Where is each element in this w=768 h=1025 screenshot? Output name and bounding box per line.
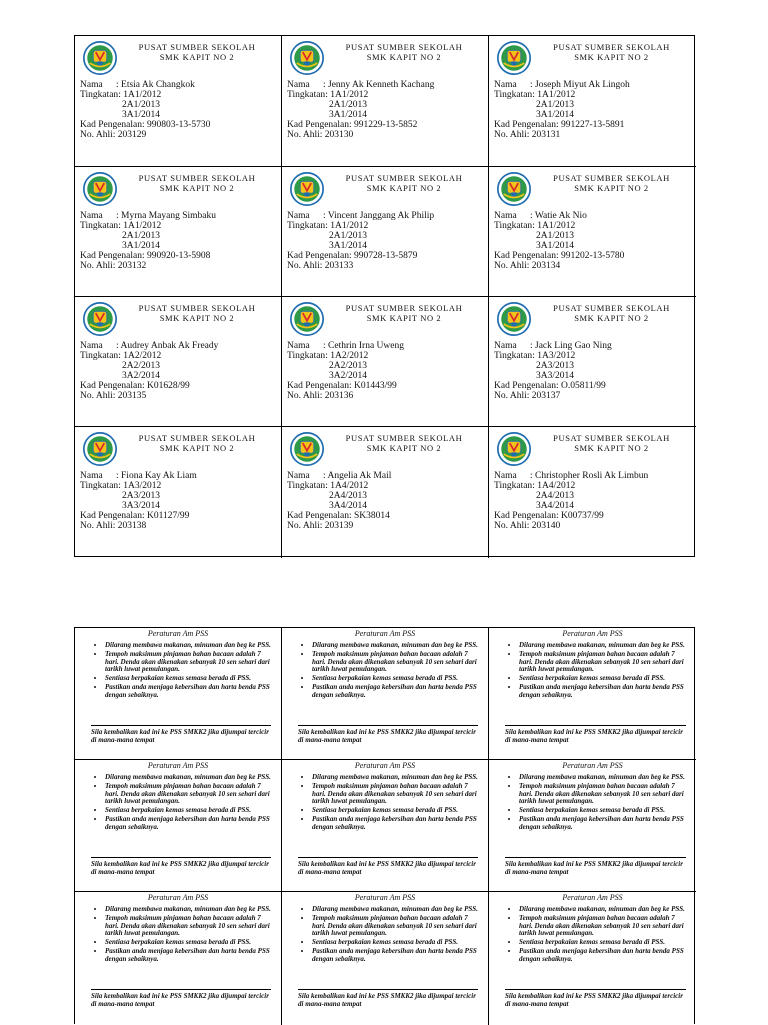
rule-item: • Sentiasa berpakaian kemas semasa berada di PSS. — [105, 675, 275, 683]
rules-card — [75, 892, 282, 1025]
kad-pengenalan: K00737/99 — [561, 511, 604, 521]
rule-item: • Pastikan anda menjaga kebersihan dan harta benda PSS dengan sebaiknya. — [105, 816, 275, 832]
label-kad: Kad Pengenalan: — [494, 381, 559, 391]
rules-title: Peraturan Am PSS — [354, 761, 416, 770]
rule-item: • Sentiasa berpakaian kemas semasa berada di PSS. — [519, 807, 690, 815]
school-logo-icon — [497, 172, 531, 206]
label-tingkatan: Tingkatan — [287, 351, 326, 361]
rules-title: Peraturan Am PSS — [562, 761, 623, 770]
card-info: Nama : Cethrin Irna Uweng Tingkatan: 1A2/2012 2A2/2013 3A2/2014 Kad Pengenalan: K01443/99 No. Ahli: 203136 — [287, 341, 485, 401]
rule-item: • Dilarang membawa makanan, minuman dan beg ke PSS. — [105, 642, 275, 650]
label-tingkatan: Tingkatan — [287, 221, 326, 231]
card-info: Nama : Jack Ling Gao Ning Tingkatan: 1A3/2012 2A3/2013 3A3/2014 Kad Pengenalan: O.05811/99 No. Ahli: 203137 — [494, 341, 693, 401]
card-info: Nama : Etsia Ak Changkok Tingkatan: 1A1/2012 2A1/2013 3A1/2014 Kad Pengenalan: 990803-13-5730 No. Ahli: 203129 — [80, 80, 278, 140]
tingkatan-1: 1A4/2012 — [537, 481, 576, 491]
header-line2: SMK KAPIT NO 2 — [159, 52, 235, 62]
member-name: Cethrin Irna Uweng — [328, 341, 404, 351]
tingkatan-2: 2A3/2013 — [122, 491, 160, 501]
label-ahli: No. Ahli: — [287, 130, 323, 140]
school-logo-icon — [290, 41, 324, 75]
rules-title: Peraturan Am PSS — [147, 893, 209, 902]
member-card — [282, 297, 489, 427]
header-line1: PUSAT SUMBER SEKOLAH — [138, 303, 256, 313]
school-logo-icon — [83, 432, 117, 466]
kad-pengenalan: K01443/99 — [354, 381, 397, 391]
label-ahli: No. Ahli: — [80, 130, 116, 140]
return-notice: Sila kembalikan kad ini ke PSS SMKK2 jika dijumpai tercicir di mana-mana tempat — [91, 725, 271, 744]
rules-list — [519, 906, 690, 964]
member-card — [282, 427, 489, 558]
label-kad: Kad Pengenalan: — [494, 120, 559, 130]
rules-card — [75, 628, 282, 760]
tingkatan-1: 1A1/2012 — [330, 90, 369, 100]
return-notice: Sila kembalikan kad ini ke PSS SMKK2 jika dijumpai tercicir di mana-mana tempat — [298, 725, 478, 744]
tingkatan-2: 2A4/2013 — [536, 491, 574, 501]
rule-item: • Dilarang membawa makanan, minuman dan beg ke PSS. — [312, 906, 482, 914]
header-line1: PUSAT SUMBER SEKOLAH — [138, 42, 256, 52]
tingkatan-1: 1A1/2012 — [123, 90, 162, 100]
rule-item: • Sentiasa berpakaian kemas semasa berada di PSS. — [519, 675, 690, 683]
label-nama: Nama — [80, 211, 103, 221]
member-name: Audrey Anbak Ak Fready — [120, 341, 219, 351]
member-card — [75, 167, 282, 297]
tingkatan-2: 2A1/2013 — [122, 231, 160, 241]
tingkatan-1: 1A4/2012 — [330, 481, 369, 491]
tingkatan-3: 3A1/2014 — [536, 110, 574, 120]
header-line1: PUSAT SUMBER SEKOLAH — [345, 303, 463, 313]
label-nama: Nama — [494, 80, 517, 90]
tingkatan-1: 1A2/2012 — [330, 351, 369, 361]
rules-list — [312, 774, 482, 832]
rule-item: • Sentiasa berpakaian kemas semasa berada di PSS. — [312, 807, 482, 815]
label-nama: Nama — [80, 471, 103, 481]
header-line1: PUSAT SUMBER SEKOLAH — [345, 433, 463, 443]
label-nama: Nama — [494, 471, 517, 481]
rule-item: • Tempoh maksimum pinjaman bahan bacaan adalah 7 hari. Denda akan dikenakan sebanyak 10 sen sehari dari tarikh luwat pemulangan. — [105, 783, 275, 806]
return-notice: Sila kembalikan kad ini ke PSS SMKK2 jika dijumpai tercicir di mana-mana tempat — [505, 989, 686, 1008]
rule-item: • Tempoh maksimum pinjaman bahan bacaan adalah 7 hari. Denda akan dikenakan sebanyak 10 sen sehari dari tarikh luwat pemulangan. — [519, 783, 690, 806]
kad-pengenalan: 990920-13-5908 — [147, 251, 211, 261]
rule-item: • Dilarang membawa makanan, minuman dan beg ke PSS. — [105, 774, 275, 782]
label-kad: Kad Pengenalan: — [80, 251, 145, 261]
card-info: Nama : Audrey Anbak Ak Fready Tingkatan: 1A2/2012 2A2/2013 3A2/2014 Kad Pengenalan: K01628/99 No. Ahli: 203135 — [80, 341, 278, 401]
rules-list — [105, 774, 275, 832]
card-header — [531, 433, 692, 453]
member-name: Vincent Janggang Ak Philip — [327, 211, 435, 221]
tingkatan-3: 3A1/2014 — [329, 110, 367, 120]
header-line2: SMK KAPIT NO 2 — [366, 313, 442, 323]
kad-pengenalan: O.05811/99 — [561, 381, 606, 391]
label-tingkatan: Tingkatan — [287, 481, 326, 491]
rule-item: • Tempoh maksimum pinjaman bahan bacaan adalah 7 hari. Denda akan dikenakan sebanyak 10 sen sehari dari tarikh luwat pemulangan. — [312, 915, 482, 938]
school-logo-icon — [290, 302, 324, 336]
kad-pengenalan: 991229-13-5852 — [354, 120, 418, 130]
label-tingkatan: Tingkatan — [287, 90, 326, 100]
card-header — [324, 303, 484, 323]
label-tingkatan: Tingkatan — [80, 351, 119, 361]
rule-item: • Tempoh maksimum pinjaman bahan bacaan adalah 7 hari. Denda akan dikenakan sebanyak 10 sen sehari dari tarikh luwat pemulangan. — [105, 915, 275, 938]
return-notice: Sila kembalikan kad ini ke PSS SMKK2 jika dijumpai tercicir di mana-mana tempat — [298, 989, 478, 1008]
header-line2: SMK KAPIT NO 2 — [574, 52, 649, 62]
rule-item: • Pastikan anda menjaga kebersihan dan harta benda PSS dengan sebaiknya. — [105, 948, 275, 964]
return-notice: Sila kembalikan kad ini ke PSS SMKK2 jika dijumpai tercicir di mana-mana tempat — [298, 857, 478, 876]
tingkatan-2: 2A1/2013 — [536, 100, 574, 110]
rules-card — [282, 628, 489, 760]
no-ahli: 203135 — [117, 391, 147, 401]
tingkatan-3: 3A1/2014 — [122, 110, 160, 120]
rules-list — [519, 774, 690, 832]
card-header — [117, 433, 277, 453]
tingkatan-3: 3A4/2014 — [329, 501, 367, 511]
label-kad: Kad Pengenalan: — [80, 511, 145, 521]
rules-card — [282, 760, 489, 892]
tingkatan-3: 3A1/2014 — [122, 241, 160, 251]
tingkatan-1: 1A1/2012 — [537, 221, 576, 231]
card-header — [531, 173, 692, 193]
tingkatan-2: 2A4/2013 — [329, 491, 367, 501]
rules-card — [75, 760, 282, 892]
rule-item: • Sentiasa berpakaian kemas semasa berada di PSS. — [519, 939, 690, 947]
card-header — [117, 303, 277, 323]
card-info: Nama : Angelia Ak Mail Tingkatan: 1A4/2012 2A4/2013 3A4/2014 Kad Pengenalan: SK38014 No. Ahli: 203139 — [287, 471, 485, 531]
school-logo-icon — [497, 41, 531, 75]
member-card — [282, 167, 489, 297]
tingkatan-2: 2A2/2013 — [122, 361, 160, 371]
tingkatan-3: 3A2/2014 — [122, 371, 160, 381]
label-ahli: No. Ahli: — [494, 521, 530, 531]
rule-item: • Tempoh maksimum pinjaman bahan bacaan adalah 7 hari. Denda akan dikenakan sebanyak 10 sen sehari dari tarikh luwat pemulangan. — [519, 651, 690, 674]
member-name: Fiona Kay Ak Liam — [121, 471, 197, 481]
member-name: Joseph Miyut Ak Lingoh — [535, 80, 630, 90]
school-logo-icon — [83, 172, 117, 206]
return-notice: Sila kembalikan kad ini ke PSS SMKK2 jika dijumpai tercicir di mana-mana tempat — [91, 857, 271, 876]
header-line2: SMK KAPIT NO 2 — [574, 313, 649, 323]
member-name: Myrna Mayang Simbaku — [121, 211, 217, 221]
tingkatan-3: 3A2/2014 — [329, 371, 367, 381]
header-line1: PUSAT SUMBER SEKOLAH — [553, 42, 670, 52]
card-info: Nama : Myrna Mayang Simbaku Tingkatan: 1A1/2012 2A1/2013 3A1/2014 Kad Pengenalan: 990920-13-5908 No. Ahli: 203132 — [80, 211, 278, 271]
rule-item: • Tempoh maksimum pinjaman bahan bacaan adalah 7 hari. Denda akan dikenakan sebanyak 10 sen sehari dari tarikh luwat pemulangan. — [105, 651, 275, 674]
label-nama: Nama — [494, 211, 517, 221]
label-kad: Kad Pengenalan: — [287, 511, 352, 521]
tingkatan-1: 1A1/2012 — [330, 221, 369, 231]
school-logo-icon — [290, 172, 324, 206]
card-info: Nama : Christopher Rosli Ak Limbun Tingkatan: 1A4/2012 2A4/2013 3A4/2014 Kad Pengenalan: K00737/99 No. Ahli: 203140 — [494, 471, 693, 531]
label-kad: Kad Pengenalan: — [80, 120, 145, 130]
tingkatan-1: 1A2/2012 — [123, 351, 162, 361]
school-logo-icon — [497, 302, 531, 336]
label-nama: Nama — [80, 341, 103, 351]
rule-item: • Pastikan anda menjaga kebersihan dan harta benda PSS dengan sebaiknya. — [312, 948, 482, 964]
member-card — [75, 427, 282, 558]
card-info: Nama : Jenny Ak Kenneth Kachang Tingkatan: 1A1/2012 2A1/2013 3A1/2014 Kad Pengenalan: 991229-13-5852 No. Ahli: 203130 — [287, 80, 485, 140]
header-line2: SMK KAPIT NO 2 — [159, 183, 235, 193]
rules-card — [489, 628, 696, 760]
header-line1: PUSAT SUMBER SEKOLAH — [138, 433, 256, 443]
no-ahli: 203139 — [324, 521, 354, 531]
card-header — [531, 303, 692, 323]
rule-item: • Sentiasa berpakaian kemas semasa berada di PSS. — [105, 939, 275, 947]
tingkatan-2: 2A1/2013 — [536, 231, 574, 241]
member-name: Angelia Ak Mail — [327, 471, 392, 481]
card-header — [324, 173, 484, 193]
label-kad: Kad Pengenalan: — [287, 120, 352, 130]
rules-title: Peraturan Am PSS — [562, 629, 623, 638]
rule-item: • Sentiasa berpakaian kemas semasa berada di PSS. — [312, 939, 482, 947]
header-line1: PUSAT SUMBER SEKOLAH — [345, 42, 463, 52]
no-ahli: 203136 — [324, 391, 354, 401]
tingkatan-2: 2A3/2013 — [536, 361, 574, 371]
header-line2: SMK KAPIT NO 2 — [366, 52, 442, 62]
header-line2: SMK KAPIT NO 2 — [574, 443, 649, 453]
tingkatan-3: 3A1/2014 — [329, 241, 367, 251]
rules-title: Peraturan Am PSS — [147, 761, 209, 770]
no-ahli: 203129 — [117, 130, 147, 140]
tingkatan-1: 1A1/2012 — [123, 221, 162, 231]
rules-list — [312, 906, 482, 964]
card-header — [324, 433, 484, 453]
label-ahli: No. Ahli: — [80, 261, 116, 271]
member-cards-front — [74, 35, 695, 557]
label-nama: Nama — [287, 341, 310, 351]
tingkatan-2: 2A2/2013 — [329, 361, 367, 371]
label-tingkatan: Tingkatan — [494, 221, 533, 231]
school-logo-icon — [83, 302, 117, 336]
label-kad: Kad Pengenalan: — [80, 381, 145, 391]
tingkatan-2: 2A1/2013 — [329, 231, 367, 241]
member-name: Etsia Ak Changkok — [121, 80, 195, 90]
rule-item: • Dilarang membawa makanan, minuman dan beg ke PSS. — [105, 906, 275, 914]
rules-list — [105, 906, 275, 964]
member-card — [282, 36, 489, 167]
header-line2: SMK KAPIT NO 2 — [159, 443, 235, 453]
kad-pengenalan: K01127/99 — [147, 511, 190, 521]
label-ahli: No. Ahli: — [80, 391, 116, 401]
no-ahli: 203140 — [531, 521, 561, 531]
rules-title: Peraturan Am PSS — [354, 893, 416, 902]
label-kad: Kad Pengenalan: — [287, 251, 352, 261]
no-ahli: 203137 — [531, 391, 561, 401]
member-name: Watie Ak Nio — [534, 211, 587, 221]
label-nama: Nama — [287, 211, 310, 221]
label-ahli: No. Ahli: — [287, 391, 323, 401]
kad-pengenalan: 990728-13-5879 — [354, 251, 418, 261]
rules-list — [519, 642, 690, 700]
rule-item: • Sentiasa berpakaian kemas semasa berada di PSS. — [105, 807, 275, 815]
member-name: Christopher Rosli Ak Limbun — [535, 471, 649, 481]
label-ahli: No. Ahli: — [287, 521, 323, 531]
card-header — [531, 42, 692, 62]
rule-item: • Dilarang membawa makanan, minuman dan beg ke PSS. — [312, 642, 482, 650]
tingkatan-1: 1A1/2012 — [537, 90, 576, 100]
rules-list — [312, 642, 482, 700]
card-info: Nama : Joseph Miyut Ak Lingoh Tingkatan: 1A1/2012 2A1/2013 3A1/2014 Kad Pengenalan: 991227-13-5891 No. Ahli: 203131 — [494, 80, 693, 140]
rule-item: • Tempoh maksimum pinjaman bahan bacaan adalah 7 hari. Denda akan dikenakan sebanyak 10 sen sehari dari tarikh luwat pemulangan. — [312, 783, 482, 806]
member-card — [489, 297, 696, 427]
rule-item: • Tempoh maksimum pinjaman bahan bacaan adalah 7 hari. Denda akan dikenakan sebanyak 10 sen sehari dari tarikh luwat pemulangan. — [312, 651, 482, 674]
label-kad: Kad Pengenalan: — [287, 381, 352, 391]
return-notice: Sila kembalikan kad ini ke PSS SMKK2 jika dijumpai tercicir di mana-mana tempat — [505, 725, 686, 744]
header-line1: PUSAT SUMBER SEKOLAH — [553, 433, 670, 443]
label-ahli: No. Ahli: — [494, 130, 530, 140]
label-nama: Nama — [494, 341, 517, 351]
tingkatan-2: 2A1/2013 — [329, 100, 367, 110]
rules-title: Peraturan Am PSS — [147, 629, 209, 638]
tingkatan-3: 3A1/2014 — [536, 241, 574, 251]
member-cards-back — [74, 627, 695, 1024]
kad-pengenalan: 991202-13-5780 — [561, 251, 625, 261]
label-tingkatan: Tingkatan — [494, 351, 533, 361]
header-line2: SMK KAPIT NO 2 — [366, 443, 442, 453]
card-header — [324, 42, 484, 62]
rules-card — [282, 892, 489, 1025]
tingkatan-3: 3A3/2014 — [536, 371, 574, 381]
tingkatan-1: 1A3/2012 — [537, 351, 576, 361]
label-nama: Nama — [287, 80, 310, 90]
header-line1: PUSAT SUMBER SEKOLAH — [553, 173, 670, 183]
card-info: Nama : Watie Ak Nio Tingkatan: 1A1/2012 2A1/2013 3A1/2014 Kad Pengenalan: 991202-13-5780 No. Ahli: 203134 — [494, 211, 693, 271]
school-logo-icon — [497, 432, 531, 466]
card-header — [117, 173, 277, 193]
return-notice: Sila kembalikan kad ini ke PSS SMKK2 jika dijumpai tercicir di mana-mana tempat — [505, 857, 686, 876]
member-name: Jack Ling Gao Ning — [535, 341, 612, 351]
label-kad: Kad Pengenalan: — [494, 511, 559, 521]
label-ahli: No. Ahli: — [494, 261, 530, 271]
rule-item: • Pastikan anda menjaga kebersihan dan harta benda PSS dengan sebaiknya. — [519, 948, 690, 964]
kad-pengenalan: 990803-13-5730 — [147, 120, 211, 130]
card-header — [117, 42, 277, 62]
label-ahli: No. Ahli: — [287, 261, 323, 271]
rule-item: • Dilarang membawa makanan, minuman dan beg ke PSS. — [312, 774, 482, 782]
tingkatan-1: 1A3/2012 — [123, 481, 162, 491]
rule-item: • Pastikan anda menjaga kebersihan dan harta benda PSS dengan sebaiknya. — [312, 816, 482, 832]
label-nama: Nama — [80, 80, 103, 90]
no-ahli: 203138 — [117, 521, 147, 531]
rules-card — [489, 760, 696, 892]
label-ahli: No. Ahli: — [494, 391, 530, 401]
header-line1: PUSAT SUMBER SEKOLAH — [345, 173, 463, 183]
label-nama: Nama — [287, 471, 310, 481]
kad-pengenalan: SK38014 — [354, 511, 390, 521]
tingkatan-3: 3A4/2014 — [536, 501, 574, 511]
header-line2: SMK KAPIT NO 2 — [574, 183, 649, 193]
return-notice: Sila kembalikan kad ini ke PSS SMKK2 jika dijumpai tercicir di mana-mana tempat — [91, 989, 271, 1008]
no-ahli: 203134 — [531, 261, 561, 271]
label-tingkatan: Tingkatan — [494, 481, 533, 491]
rule-item: • Pastikan anda menjaga kebersihan dan harta benda PSS dengan sebaiknya. — [519, 816, 690, 832]
rules-title: Peraturan Am PSS — [562, 893, 623, 902]
school-logo-icon — [290, 432, 324, 466]
rule-item: • Dilarang membawa makanan, minuman dan beg ke PSS. — [519, 774, 690, 782]
member-card — [489, 167, 696, 297]
tingkatan-3: 3A3/2014 — [122, 501, 160, 511]
label-tingkatan: Tingkatan — [80, 481, 119, 491]
member-card — [75, 297, 282, 427]
rule-item: • Pastikan anda menjaga kebersihan dan harta benda PSS dengan sebaiknya. — [519, 684, 690, 700]
school-logo-icon — [83, 41, 117, 75]
header-line2: SMK KAPIT NO 2 — [159, 313, 235, 323]
no-ahli: 203130 — [324, 130, 354, 140]
member-name: Jenny Ak Kenneth Kachang — [328, 80, 435, 90]
member-card — [75, 36, 282, 167]
label-tingkatan: Tingkatan — [80, 221, 119, 231]
label-ahli: No. Ahli: — [80, 521, 116, 531]
rule-item: • Tempoh maksimum pinjaman bahan bacaan adalah 7 hari. Denda akan dikenakan sebanyak 10 sen sehari dari tarikh luwat pemulangan. — [519, 915, 690, 938]
header-line1: PUSAT SUMBER SEKOLAH — [138, 173, 256, 183]
rule-item: • Pastikan anda menjaga kebersihan dan harta benda PSS dengan sebaiknya. — [105, 684, 275, 700]
no-ahli: 203133 — [324, 261, 354, 271]
header-line2: SMK KAPIT NO 2 — [366, 183, 442, 193]
kad-pengenalan: 991227-13-5891 — [561, 120, 625, 130]
no-ahli: 203131 — [531, 130, 561, 140]
rule-item: • Pastikan anda menjaga kebersihan dan harta benda PSS dengan sebaiknya. — [312, 684, 482, 700]
label-kad: Kad Pengenalan: — [494, 251, 559, 261]
rule-item: • Dilarang membawa makanan, minuman dan beg ke PSS. — [519, 642, 690, 650]
kad-pengenalan: K01628/99 — [147, 381, 190, 391]
rules-list — [105, 642, 275, 700]
label-tingkatan: Tingkatan — [80, 90, 119, 100]
card-info: Nama : Fiona Kay Ak Liam Tingkatan: 1A3/2012 2A3/2013 3A3/2014 Kad Pengenalan: K01127/99 No. Ahli: 203138 — [80, 471, 278, 531]
tingkatan-2: 2A1/2013 — [122, 100, 160, 110]
label-tingkatan: Tingkatan — [494, 90, 533, 100]
rules-card — [489, 892, 696, 1025]
no-ahli: 203132 — [117, 261, 147, 271]
member-card — [489, 36, 696, 167]
rule-item: • Dilarang membawa makanan, minuman dan beg ke PSS. — [519, 906, 690, 914]
rule-item: • Sentiasa berpakaian kemas semasa berada di PSS. — [312, 675, 482, 683]
rules-title: Peraturan Am PSS — [354, 629, 416, 638]
card-info: Nama : Vincent Janggang Ak Philip Tingkatan: 1A1/2012 2A1/2013 3A1/2014 Kad Pengenalan: 990728-13-5879 No. Ahli: 203133 — [287, 211, 485, 271]
header-line1: PUSAT SUMBER SEKOLAH — [553, 303, 670, 313]
member-card — [489, 427, 696, 558]
